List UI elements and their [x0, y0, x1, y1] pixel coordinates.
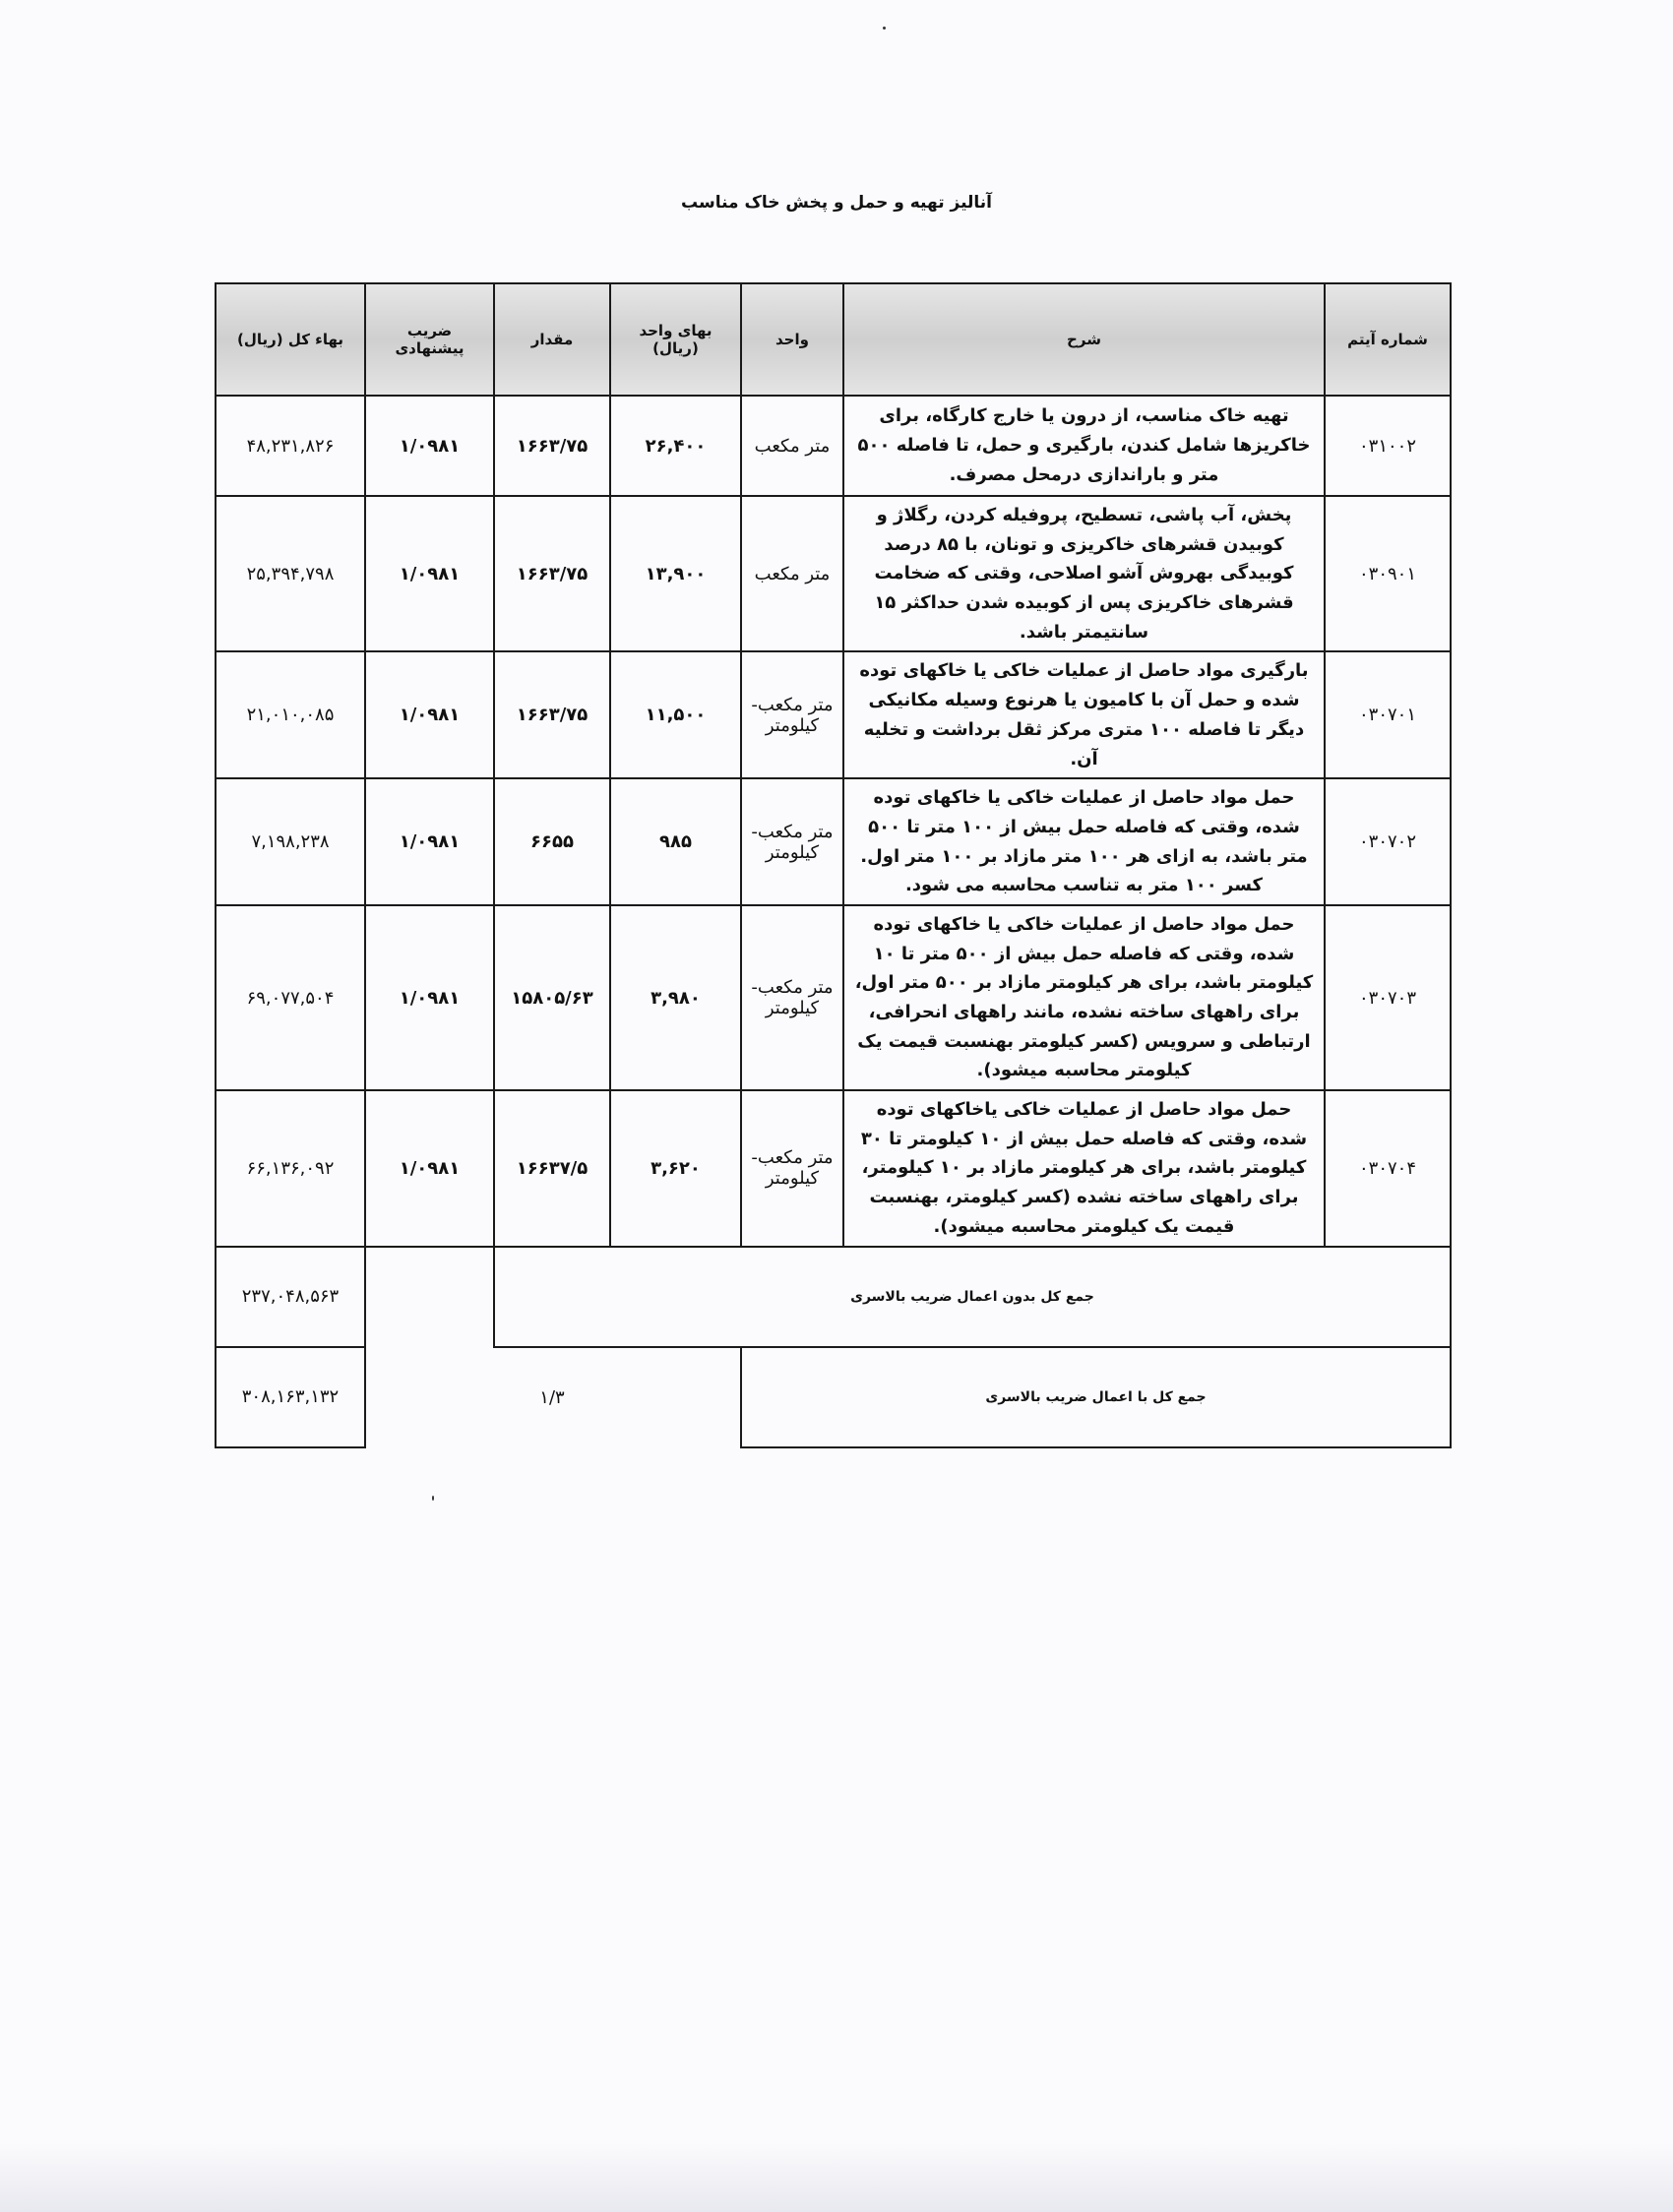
item-coefficient: ۱/۰۹۸۱: [365, 496, 494, 651]
item-unit-price: ۲۶,۴۰۰: [610, 396, 741, 496]
item-coefficient: ۱/۰۹۸۱: [365, 396, 494, 496]
header-coefficient: ضریب پیشنهادی: [365, 283, 494, 396]
item-description: تهیه خاک مناسب، از درون یا خارج کارگاه، برای خاکریزها شامل کندن، بارگیری و حمل، تا فاصله ۵۰۰ متر و باراندازی درمحل مصرف.: [843, 396, 1325, 496]
item-total: ۷,۱۹۸,۲۳۸: [216, 778, 365, 905]
item-unit-price: ۳,۹۸۰: [610, 905, 741, 1090]
item-total: ۲۱,۰۱۰,۰۸۵: [216, 651, 365, 778]
item-unit-price: ۱۳,۹۰۰: [610, 496, 741, 651]
item-unit: متر مکعب-کیلومتر: [741, 1090, 843, 1246]
item-unit: متر مکعب: [741, 496, 843, 651]
summary-row-with-coef: [216, 1347, 1451, 1447]
item-total: ۶۶,۱۳۶,۰۹۲: [216, 1090, 365, 1246]
header-unit: واحد: [741, 283, 843, 396]
table-row: [216, 396, 1451, 496]
summary-row-without-coef: [216, 1247, 1451, 1347]
sum-spacer: [610, 1347, 741, 1447]
table-row: [216, 905, 1451, 1090]
item-no: ۰۳۰۷۰۴: [1325, 1090, 1451, 1246]
item-coefficient: ۱/۰۹۸۱: [365, 778, 494, 905]
table-header-row: [216, 283, 1451, 396]
sum-with-coef-value: ۳۰۸,۱۶۳,۱۳۲: [216, 1347, 365, 1447]
scan-speck: [432, 1496, 434, 1501]
analysis-table: [215, 282, 1452, 1448]
item-total: ۶۹,۰۷۷,۵۰۴: [216, 905, 365, 1090]
item-description: بارگیری مواد حاصل از عملیات خاکی یا خاکهای توده شده و حمل آن با کامیون یا هرنوع وسیله مکانیکی دیگر تا فاصله ۱۰۰ متری مرکز ثقل برداشت و تخلیه آن.: [843, 651, 1325, 778]
sum-spacer: [365, 1247, 494, 1347]
sum-without-coef-value: ۲۳۷,۰۴۸,۵۶۳: [216, 1247, 365, 1347]
item-no: ۰۳۰۷۰۱: [1325, 651, 1451, 778]
scan-shadow: [0, 2143, 1673, 2212]
table-row: [216, 1090, 1451, 1246]
item-no: ۰۳۱۰۰۲: [1325, 396, 1451, 496]
item-quantity: ۶۶۵۵: [494, 778, 610, 905]
sum-spacer: [365, 1347, 494, 1447]
item-description: حمل مواد حاصل از عملیات خاکی یا خاکهای توده شده، وقتی که فاصله حمل بیش از ۱۰۰ متر تا ۵۰۰ متر باشد، به ازای هر ۱۰۰ متر مازاد بر ۱۰۰ متر اول. کسر ۱۰۰ متر به تناسب محاسبه می شود.: [843, 778, 1325, 905]
item-unit: متر مکعب-کیلومتر: [741, 905, 843, 1090]
item-no: ۰۳۰۷۰۲: [1325, 778, 1451, 905]
item-unit-price: ۱۱,۵۰۰: [610, 651, 741, 778]
item-quantity: ۱۶۶۳۷/۵: [494, 1090, 610, 1246]
item-total: ۴۸,۲۳۱,۸۲۶: [216, 396, 365, 496]
item-unit-price: ۹۸۵: [610, 778, 741, 905]
item-no: ۰۳۰۷۰۳: [1325, 905, 1451, 1090]
item-unit-price: ۳,۶۲۰: [610, 1090, 741, 1246]
item-description: حمل مواد حاصل از عملیات خاکی یا خاکهای توده شده، وقتی که فاصله حمل بیش از ۵۰۰ متر تا ۱۰ کیلومتر باشد، برای هر کیلومتر مازاد بر ۵۰۰ متر اول، برای راههای ساخته نشده، مانند راههای انحرافی، ارتباطی و سرویس (کسر کیلومتر بهنسبت قیمت یک کیلومتر محاسبه میشود).: [843, 905, 1325, 1090]
header-description: شرح: [843, 283, 1325, 396]
item-description: پخش، آب پاشی، تسطیح، پروفیله کردن، رگلاژ و کوبیدن قشرهای خاکریزی و تونان، با ۸۵ درصد کوبیدگی بهروش آشو اصلاحی، وقتی که ضخامت قشرهای خاکریزی پس از کوبیده شدن حداکثر ۱۵ سانتیمتر باشد.: [843, 496, 1325, 651]
header-unit-price: بهای واحد (ریال): [610, 283, 741, 396]
table-row: [216, 496, 1451, 651]
sum-without-coef-label: جمع کل بدون اعمال ضریب بالاسری: [494, 1247, 1451, 1347]
item-unit: متر مکعب-کیلومتر: [741, 778, 843, 905]
item-description: حمل مواد حاصل از عملیات خاکی یاخاکهای توده شده، وقتی که فاصله حمل بیش از ۱۰ کیلومتر تا ۳۰ کیلومتر باشد، برای هر کیلومتر مازاد بر ۱۰ کیلومتر، برای راههای ساخته نشده (کسر کیلومتر، بهنسبت قیمت یک کیلومتر محاسبه میشود).: [843, 1090, 1325, 1246]
sum-with-coef-label: جمع کل با اعمال ضریب بالاسری: [741, 1347, 1451, 1447]
analysis-table-wrapper: [215, 282, 1450, 1448]
overhead-coefficient: ۱/۳: [539, 1386, 565, 1408]
header-total: بهاء کل (ریال): [216, 283, 365, 396]
item-quantity: ۱۶۶۳/۷۵: [494, 496, 610, 651]
item-no: ۰۳۰۹۰۱: [1325, 496, 1451, 651]
item-quantity: ۱۶۶۳/۷۵: [494, 396, 610, 496]
item-quantity: ۱۵۸۰۵/۶۳: [494, 905, 610, 1090]
table-row: [216, 651, 1451, 778]
item-coefficient: ۱/۰۹۸۱: [365, 905, 494, 1090]
scan-speck: [883, 27, 886, 30]
item-total: ۲۵,۳۹۴,۷۹۸: [216, 496, 365, 651]
item-unit: متر مکعب-کیلومتر: [741, 651, 843, 778]
header-quantity: مقدار: [494, 283, 610, 396]
item-unit: متر مکعب: [741, 396, 843, 496]
table-row: [216, 778, 1451, 905]
item-coefficient: ۱/۰۹۸۱: [365, 1090, 494, 1246]
item-coefficient: ۱/۰۹۸۱: [365, 651, 494, 778]
page-title: آنالیز تهیه و حمل و پخش خاک مناسب: [680, 193, 992, 213]
item-quantity: ۱۶۶۳/۷۵: [494, 651, 610, 778]
header-item-no: شماره آیتم: [1325, 283, 1451, 396]
